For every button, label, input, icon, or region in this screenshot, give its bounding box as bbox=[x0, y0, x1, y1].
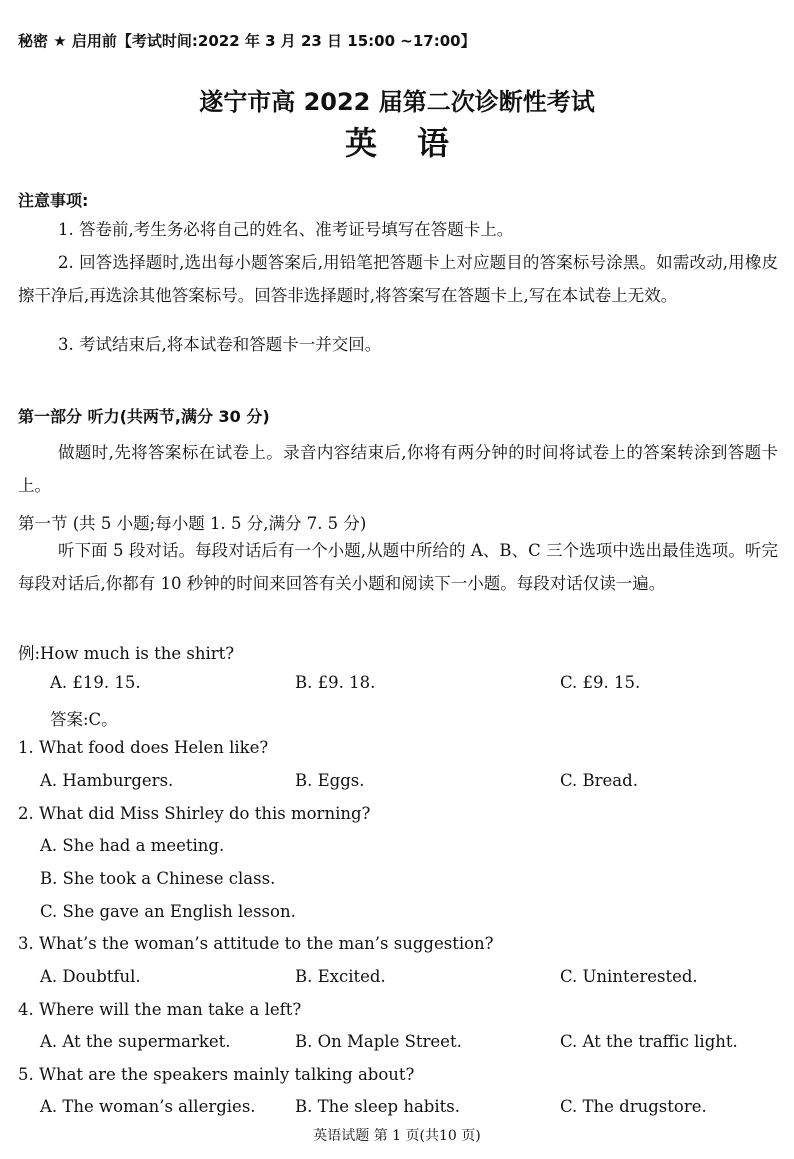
example-option-b: B. £9. 18. bbox=[295, 673, 376, 692]
notice-item-1: 1. 答卷前,考生务必将自己的姓名、准考证号填写在答题卡上。 bbox=[58, 220, 514, 239]
q4-option-b: B. On Maple Street. bbox=[295, 1032, 462, 1051]
q4-option-c: C. At the traffic light. bbox=[560, 1032, 738, 1051]
q5-option-c: C. The drugstore. bbox=[560, 1097, 707, 1116]
q2-option-a: A. She had a meeting. bbox=[40, 836, 225, 855]
section1-heading: 第一节 (共 5 小题;每小题 1. 5 分,满分 7. 5 分) bbox=[18, 514, 367, 533]
q5-option-a: A. The woman’s allergies. bbox=[40, 1097, 256, 1116]
example-option-a: A. £19. 15. bbox=[50, 673, 141, 692]
exam-title: 遂宁市高 2022 届第二次诊断性考试 bbox=[199, 88, 595, 116]
q2-option-b: B. She took a Chinese class. bbox=[40, 869, 276, 888]
q1-option-b: B. Eggs. bbox=[295, 771, 365, 790]
q1-option-a: A. Hamburgers. bbox=[40, 771, 174, 790]
example-option-c: C. £9. 15. bbox=[560, 673, 641, 692]
q3-option-a: A. Doubtful. bbox=[40, 967, 141, 986]
question-4: 4. Where will the man take a left? bbox=[18, 1000, 302, 1019]
q5-option-b: B. The sleep habits. bbox=[295, 1097, 460, 1116]
q2-option-c: C. She gave an English lesson. bbox=[40, 902, 296, 921]
q3-option-b: B. Excited. bbox=[295, 967, 386, 986]
notice-heading: 注意事项: bbox=[18, 191, 89, 210]
question-2: 2. What did Miss Shirley do this morning? bbox=[18, 804, 371, 823]
part1-heading: 第一部分 听力(共两节,满分 30 分) bbox=[18, 407, 270, 426]
notice-item-3: 3. 考试结束后,将本试卷和答题卡一并交回。 bbox=[58, 335, 382, 354]
notice-item-2: 2. 回答选择题时,选出每小题答案后,用铅笔把答题卡上对应题目的答案标号涂黑。如需改动,用橡皮擦干净后,再选涂其他答案标号。回答非选择题时,将答案写在答题卡上,写在本试卷上无效。 bbox=[18, 253, 778, 305]
part1-intro: 做题时,先将答案标在试卷上。录音内容结束后,你将有两分钟的时间将试卷上的答案转涂到答题卡上。 bbox=[18, 443, 778, 495]
page-footer: 英语试题 第 1 页(共10 页) bbox=[313, 1128, 481, 1144]
example-question: 例:How much is the shirt? bbox=[18, 644, 235, 663]
question-5: 5. What are the speakers mainly talking about? bbox=[18, 1065, 415, 1084]
q4-option-a: A. At the supermarket. bbox=[40, 1032, 231, 1051]
exam-time-header: 秘密 ★ 启用前【考试时间:2022 年 3 月 23 日 15:00 ~17:00】 bbox=[18, 32, 476, 50]
example-answer: 答案:C。 bbox=[50, 710, 118, 729]
q1-option-c: C. Bread. bbox=[560, 771, 638, 790]
question-1: 1. What food does Helen like? bbox=[18, 738, 269, 757]
q3-option-c: C. Uninterested. bbox=[560, 967, 698, 986]
section1-intro: 听下面 5 段对话。每段对话后有一个小题,从题中所给的 A、B、C 三个选项中选出最佳选项。听完每段对话后,你都有 10 秒钟的时间来回答有关小题和阅读下一小题。每段对话仅读一遍。 bbox=[18, 541, 778, 593]
question-3: 3. What’s the woman’s attitude to the man’s suggestion? bbox=[18, 934, 494, 953]
subject-title: 英语 bbox=[344, 124, 489, 162]
